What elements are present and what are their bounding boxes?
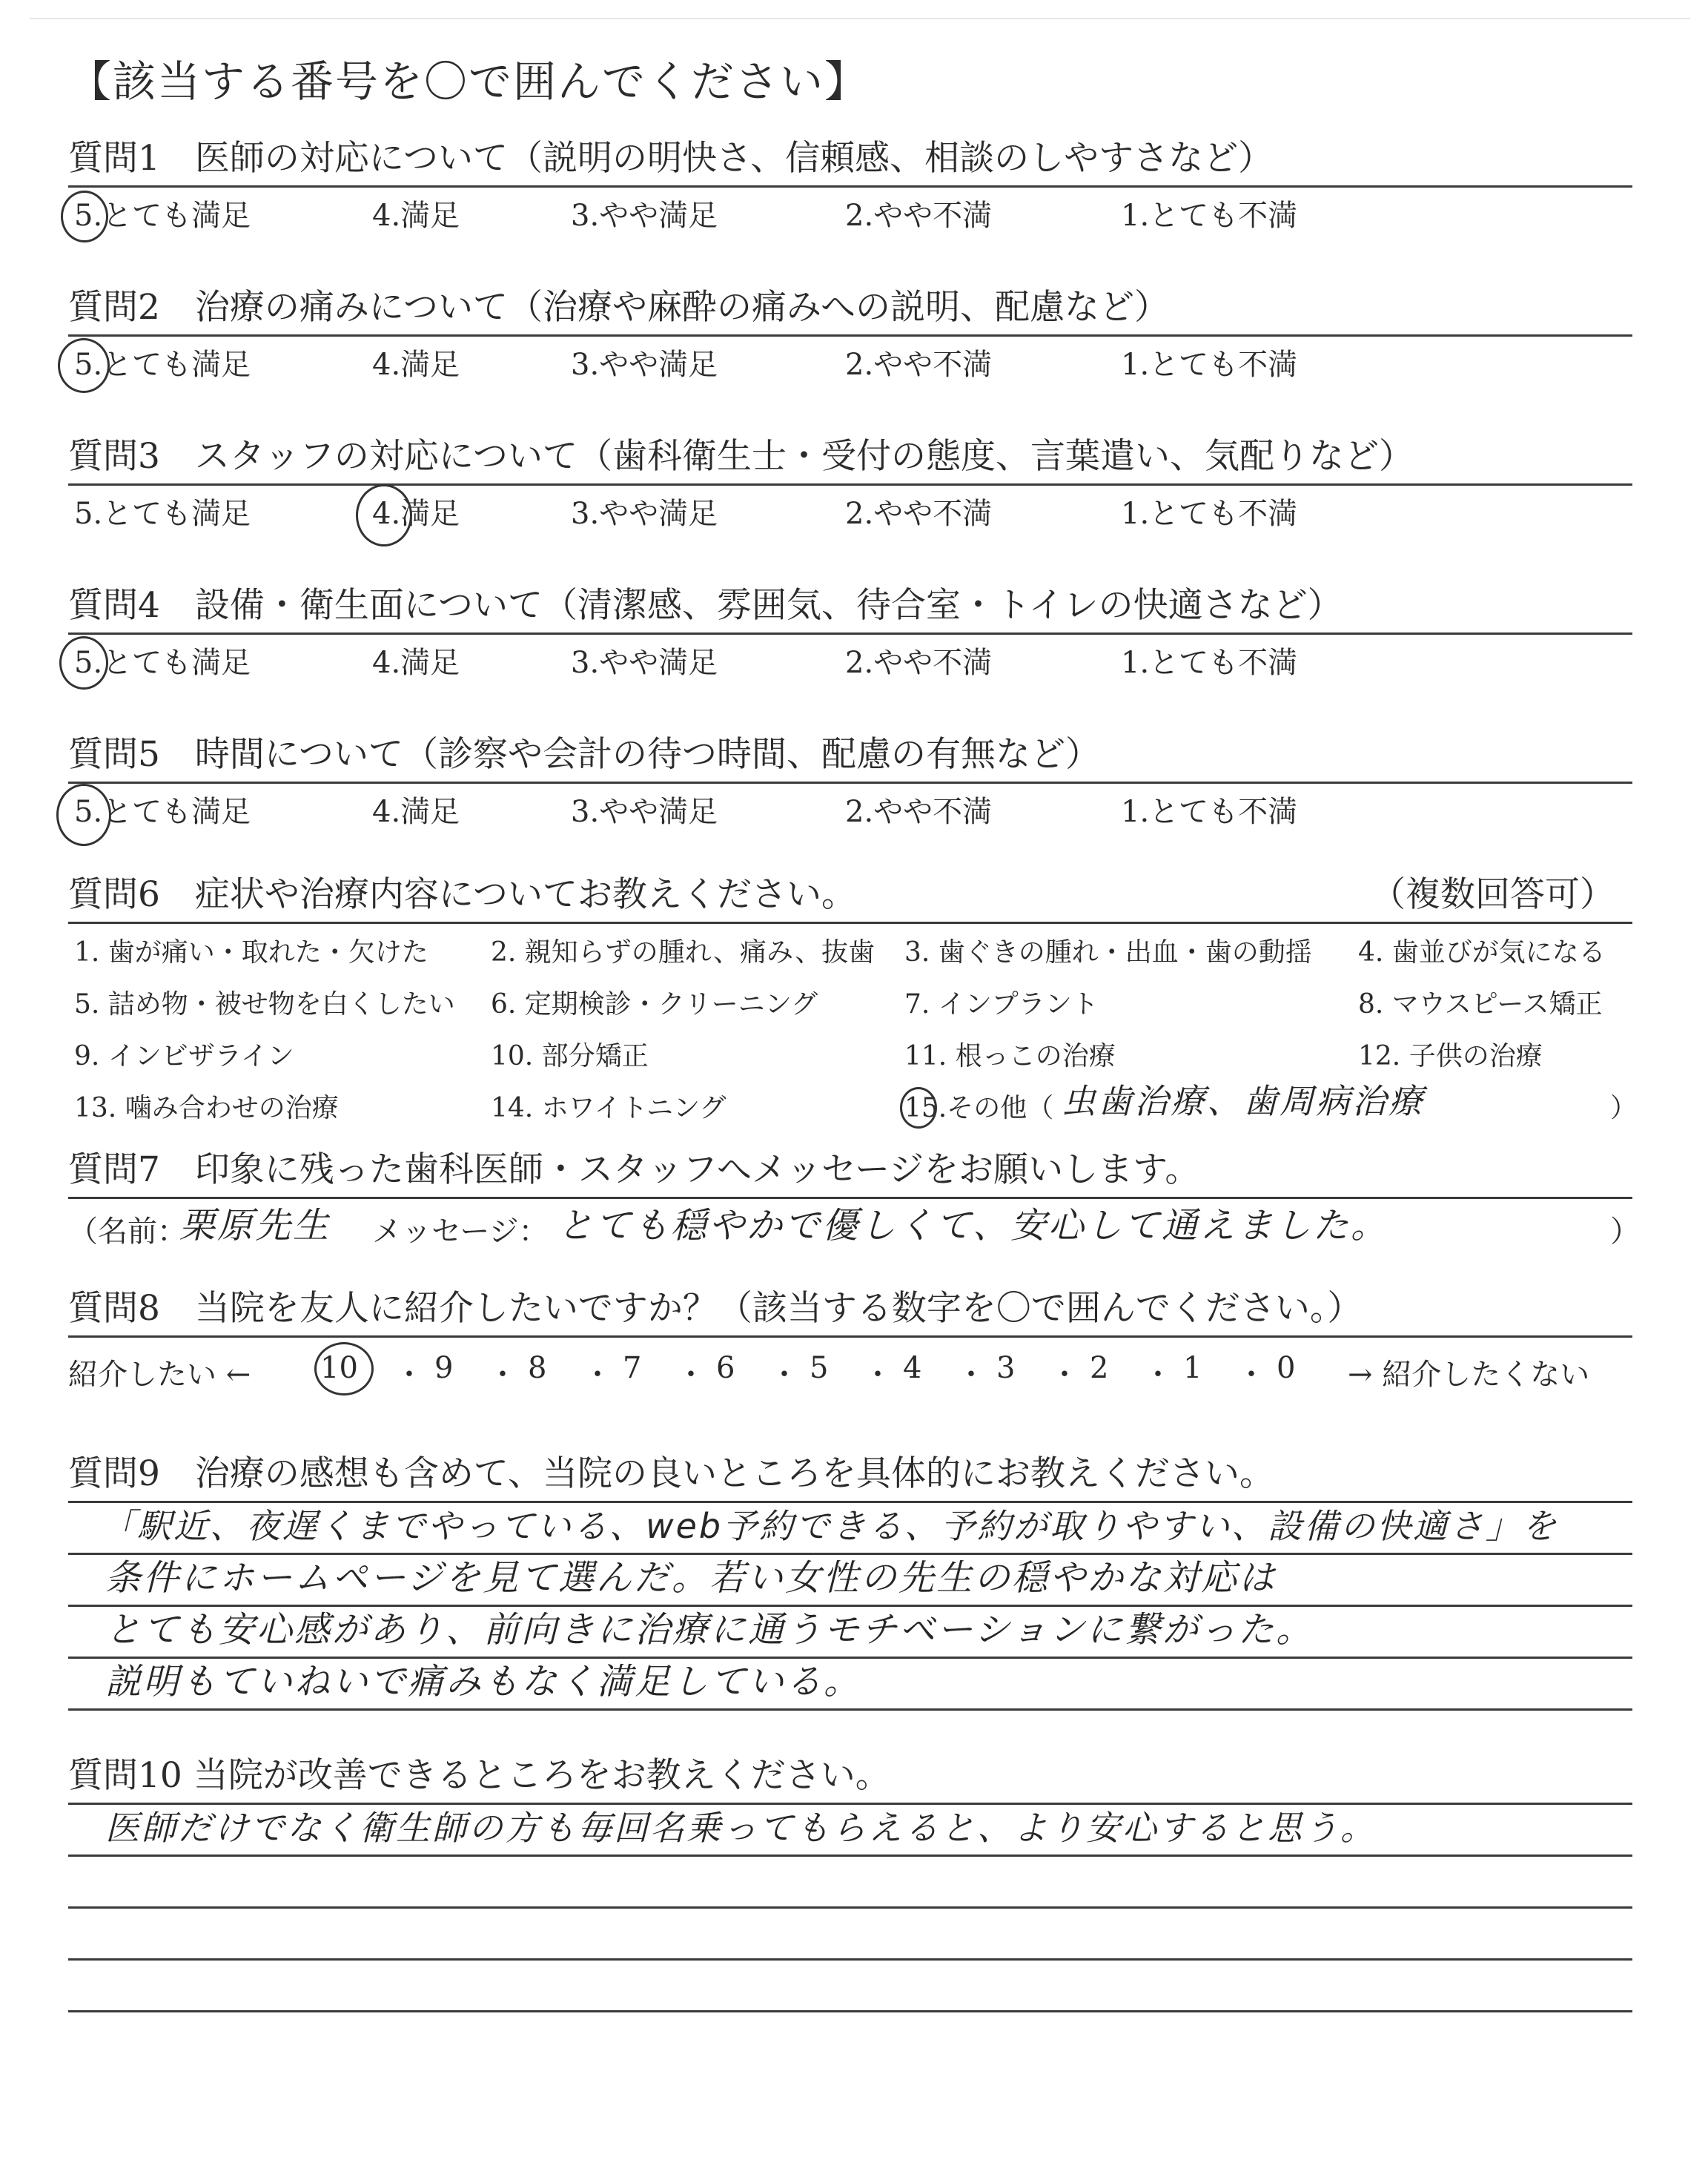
- question-4-text: 質問4 設備・衛生面について（清潔感、雰囲気、待合室・トイレの快適さなど）: [68, 585, 1343, 626]
- symptom-option-8[interactable]: 8. マウスピース矯正: [1358, 989, 1603, 1020]
- name-handwritten[interactable]: 栗原先生: [179, 1205, 331, 1246]
- option-5[interactable]: 5.とても満足: [74, 497, 251, 531]
- scale-q4: [68, 635, 1632, 698]
- scale-q2: [68, 337, 1632, 400]
- other-close-paren: ）: [1610, 1093, 1638, 1123]
- option-4[interactable]: 4.満足: [372, 795, 460, 829]
- scale-q3: [68, 486, 1632, 549]
- symptom-option-6[interactable]: 6. 定期検診・クリーニング: [491, 989, 818, 1020]
- option-5[interactable]: 5.とても満足: [74, 795, 251, 829]
- option-4[interactable]: 4.満足: [372, 497, 460, 531]
- symptom-option-2[interactable]: 2. 親知らずの腫れ、痛み、抜歯: [491, 937, 875, 968]
- answer-line[interactable]: [68, 1607, 1632, 1659]
- question-6: [68, 871, 1638, 1146]
- rating-2[interactable]: 2: [1090, 1351, 1109, 1385]
- scale-q1: [68, 188, 1632, 251]
- question-4: [68, 582, 1632, 698]
- answer-line[interactable]: [68, 1961, 1632, 2012]
- symptom-option-4[interactable]: 4. 歯並びが気になる: [1358, 937, 1606, 968]
- answer-line[interactable]: [68, 1555, 1632, 1607]
- symptom-option-1[interactable]: 1. 歯が痛い・取れた・欠けた: [74, 937, 428, 968]
- message-row: [68, 1199, 1640, 1266]
- question-2-text: 質問2 治療の痛みについて（治療や麻酔の痛みへの説明、配慮など）: [68, 287, 1170, 328]
- separator: ・: [1237, 1358, 1266, 1392]
- handwritten-answer-line: 条件にホームページを見て選んだ。若い女性の先生の穏やかな対応は: [105, 1557, 1277, 1599]
- symptom-option-11[interactable]: 11. 根っこの治療: [904, 1041, 1116, 1071]
- option-3[interactable]: 3.やや満足: [571, 497, 718, 531]
- option-2[interactable]: 2.やや不満: [845, 646, 993, 680]
- question-3-text: 質問3 スタッフの対応について（歯科衛生士・受付の態度、言葉遣い、気配りなど）: [68, 436, 1414, 477]
- option-2[interactable]: 2.やや不満: [845, 795, 993, 829]
- rating-4[interactable]: 4: [903, 1351, 922, 1385]
- option-2[interactable]: 2.やや不満: [845, 199, 993, 233]
- message-label: メッセージ：: [372, 1215, 549, 1249]
- message-handwritten[interactable]: とても穏やかで優しくて、安心して通えました。: [557, 1205, 1389, 1246]
- separator: ・: [583, 1358, 612, 1392]
- question-2: [68, 284, 1632, 400]
- option-3[interactable]: 3.やや満足: [571, 199, 718, 233]
- option-4[interactable]: 4.満足: [372, 646, 460, 680]
- separator: ・: [488, 1358, 517, 1392]
- symptom-option-3[interactable]: 3. 歯ぐきの腫れ・出血・歯の動揺: [904, 937, 1312, 968]
- separator: ・: [394, 1358, 424, 1392]
- option-1[interactable]: 1.とても不満: [1121, 646, 1298, 680]
- question-7-text: 質問7 印象に残った歯科医師・スタッフへメッセージをお願いします。: [68, 1149, 1200, 1190]
- page-title: 【該当する番号を〇で囲んでください】: [68, 56, 870, 107]
- symptom-option-15[interactable]: 15.その他（: [904, 1093, 1054, 1123]
- selection-circle: [900, 1087, 937, 1129]
- question-6-text: 質問6 症状や治療内容についてお教えください。: [68, 874, 856, 915]
- selection-circle: [61, 191, 108, 242]
- option-5[interactable]: 5.とても満足: [74, 348, 251, 382]
- question-7: [68, 1146, 1640, 1266]
- handwritten-answer-line: とても安心感があり、前向きに治療に通うモチベーションに繋がった。: [105, 1609, 1314, 1651]
- selection-circle: [314, 1342, 374, 1396]
- question-9: [68, 1450, 1632, 1711]
- symptom-option-5[interactable]: 5. 詰め物・被せ物を白くしたい: [74, 989, 455, 1020]
- option-3[interactable]: 3.やや満足: [571, 795, 718, 829]
- question-8: [68, 1285, 1632, 1412]
- separator: ・: [863, 1358, 893, 1392]
- separator: ・: [769, 1358, 799, 1392]
- symptom-options: [68, 924, 1638, 1146]
- name-label: （名前：: [68, 1215, 187, 1249]
- question-1: [68, 135, 1632, 251]
- symptom-option-10[interactable]: 10. 部分矯正: [491, 1041, 649, 1071]
- rating-3[interactable]: 3: [996, 1351, 1016, 1385]
- close-paren: ）: [1610, 1215, 1640, 1249]
- survey-form: [68, 44, 1640, 2012]
- answer-line[interactable]: [68, 1659, 1632, 1711]
- separator: ・: [1143, 1358, 1173, 1392]
- rating-10[interactable]: 10: [320, 1351, 358, 1385]
- question-1-text: 質問1 医師の対応について（説明の明快さ、信頼感、相談のしやすさなど）: [68, 138, 1274, 179]
- handwritten-answer-line: 説明もていねいで痛みもなく満足している。: [105, 1661, 862, 1702]
- other-handwritten-answer[interactable]: 虫歯治療、歯周病治療: [1062, 1081, 1425, 1121]
- rating-5[interactable]: 5: [810, 1351, 829, 1385]
- question-10-text: 質問10 当院が改善できるところをお教えください。: [68, 1755, 890, 1796]
- option-5[interactable]: 5.とても満足: [74, 199, 251, 233]
- answer-line[interactable]: [68, 1503, 1632, 1555]
- option-1[interactable]: 1.とても不満: [1121, 795, 1298, 829]
- option-1[interactable]: 1.とても不満: [1121, 348, 1298, 382]
- multiple-answers-note: （複数回答可）: [1371, 874, 1615, 915]
- separator: ・: [676, 1358, 706, 1392]
- separator: ・: [1050, 1358, 1079, 1392]
- selection-circle: [59, 636, 108, 690]
- handwritten-answer-line: 「駅近、夜遅くまでやっている、web予約できる、予約が取りやすい、設備の快適さ」を: [101, 1506, 1559, 1546]
- selection-circle: [356, 484, 412, 546]
- recommend-right-label: → 紹介したくない: [1348, 1358, 1590, 1392]
- recommend-scale: [68, 1338, 1632, 1412]
- option-2[interactable]: 2.やや不満: [845, 348, 993, 382]
- rating-1[interactable]: 1: [1183, 1351, 1202, 1385]
- symptom-option-13[interactable]: 13. 噛み合わせの治療: [74, 1093, 339, 1123]
- rating-8[interactable]: 8: [528, 1351, 547, 1385]
- answer-line[interactable]: [68, 1857, 1632, 1909]
- option-4[interactable]: 4.満足: [372, 348, 460, 382]
- option-3[interactable]: 3.やや満足: [571, 646, 718, 680]
- symptom-option-7[interactable]: 7. インプラント: [904, 989, 1099, 1020]
- question-5: [68, 731, 1632, 848]
- scale-q5: [68, 784, 1632, 848]
- handwritten-answer-line: 医師だけでなく衛生師の方も毎回名乗ってもらえると、より安心すると思う。: [105, 1808, 1377, 1848]
- rating-7[interactable]: 7: [623, 1351, 642, 1385]
- question-10: [68, 1752, 1632, 2012]
- question-3: [68, 433, 1632, 549]
- option-1[interactable]: 1.とても不満: [1121, 199, 1298, 233]
- option-1[interactable]: 1.とても不満: [1121, 497, 1298, 531]
- symptom-option-12[interactable]: 12. 子供の治療: [1358, 1041, 1543, 1071]
- separator: ・: [956, 1358, 986, 1392]
- symptom-option-9[interactable]: 9. インビザライン: [74, 1041, 294, 1071]
- option-2[interactable]: 2.やや不満: [845, 497, 993, 531]
- recommend-left-label: 紹介したい ←: [68, 1358, 251, 1392]
- rating-0[interactable]: 0: [1277, 1351, 1296, 1385]
- rating-9[interactable]: 9: [434, 1351, 454, 1385]
- option-4[interactable]: 4.満足: [372, 199, 460, 233]
- rating-6[interactable]: 6: [716, 1351, 735, 1385]
- selection-circle: [56, 784, 111, 846]
- answer-line[interactable]: [68, 1909, 1632, 1961]
- question-5-text: 質問5 時間について（診察や会計の待つ時間、配慮の有無など）: [68, 734, 1100, 775]
- symptom-option-14[interactable]: 14. ホワイトニング: [491, 1093, 726, 1123]
- selection-circle: [58, 338, 110, 393]
- option-5[interactable]: 5.とても満足: [74, 646, 251, 680]
- top-edge-rule: [30, 18, 1690, 19]
- question-8-text: 質問8 当院を友人に紹介したいですか？（該当する数字を〇で囲んでください。）: [68, 1288, 1363, 1329]
- answer-line[interactable]: [68, 1805, 1632, 1857]
- question-9-text: 質問9 治療の感想も含めて、当院の良いところを具体的にお教えください。: [68, 1453, 1274, 1494]
- option-3[interactable]: 3.やや満足: [571, 348, 718, 382]
